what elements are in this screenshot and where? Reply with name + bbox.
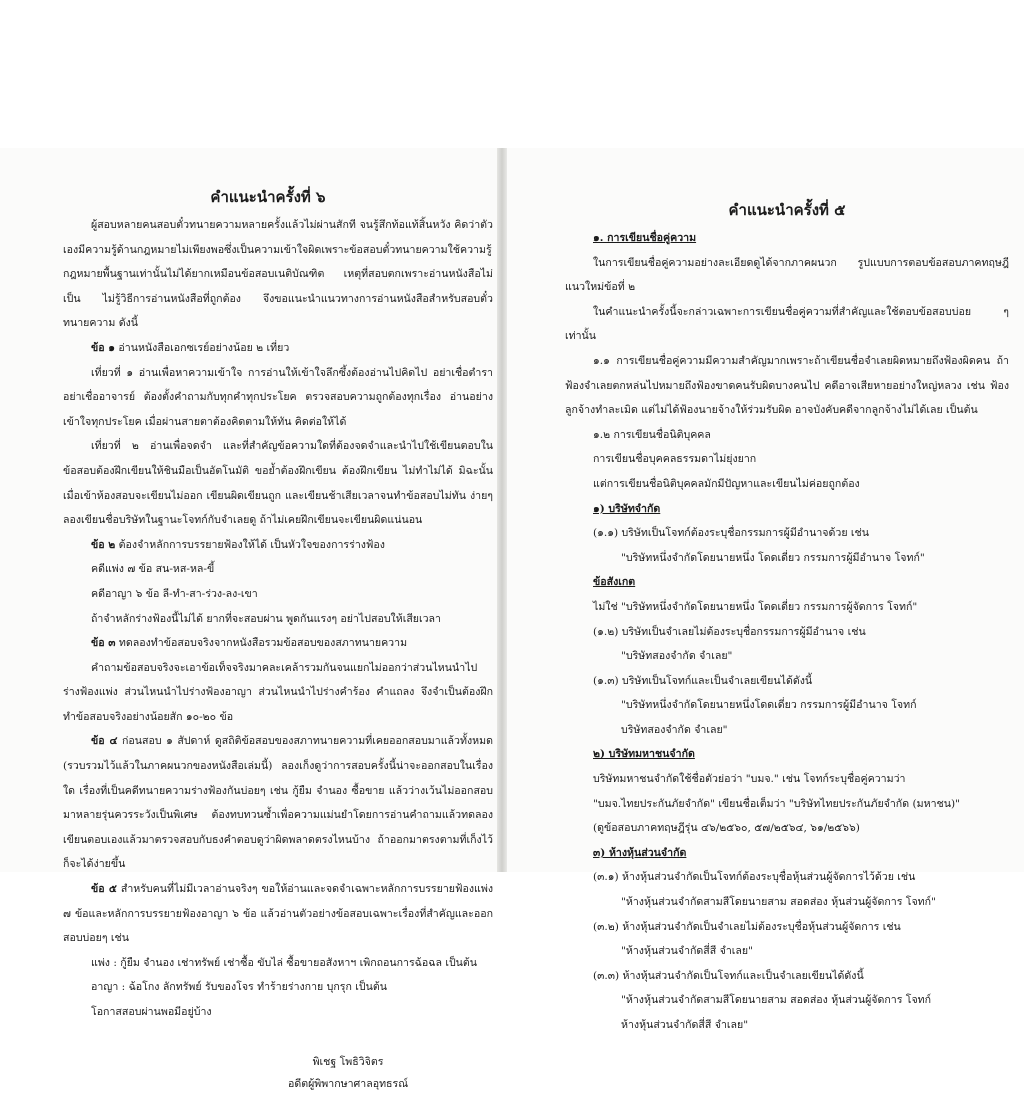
public-company-heading: ๒) บริษัทมหาชนจำกัด xyxy=(593,748,695,761)
company-defendant-rule: (๑.๒) บริษัทเป็นจำเลยไม่ต้องระบุชื่อกรรมการผู้มีอำนาจ เช่น xyxy=(593,625,866,638)
civil-examples: แพ่ง : กู้ยืม จำนอง เช่าทรัพย์ เช่าซื้อ ขับไล่ ซื้อขายอสังหาฯ เพิกถอนการฉ้อฉล เป็นต้น xyxy=(91,956,478,969)
partnership-both-example-2: ห้างหุ้นส่วนจำกัดสี่สี จำเลย" xyxy=(621,1019,749,1031)
tip-5 xyxy=(63,877,493,951)
tip-3-label: ข้อ ๓ xyxy=(91,637,116,650)
section-1-heading: ๑. การเขียนชื่อคู่ความ xyxy=(593,232,697,244)
tip-1-label: ข้อ ๑ xyxy=(91,341,116,354)
right-page xyxy=(507,148,1024,1031)
partnership-heading: ๓) ห้างหุ้นส่วนจำกัด xyxy=(593,846,687,859)
read-second-pass: เที่ยวที่ ๒ อ่านเพื่อจดจำ และที่สำคัญข้อความใดที่ต้องจดจำและนำไปใช้เขียนตอบในข้อสอบต้องฝึกเขียนให้ชินมือเป็นอัตโนมัติ ขอย้ำต้องฝึกเขียน ต้องฝึกเขียน ไม่ทำไม่ได้ มิฉะนั้นเมื่อเข้าห้องสอบจะเขียนไม่ออก เขียนผิดเขียนถูก และเขียนช้าเสียเวลาจนทำข้อสอบไม่ทัน ง่ายๆ ลองเขียนชื่อบริษัทในฐานะโจทก์กับจำเลยดู ถ้าไม่เคยฝึกเขียนจะเขียนผิดแน่นอน xyxy=(63,440,493,527)
right-page-content xyxy=(565,198,1009,1038)
section-1-2-line-b: แต่การเขียนชื่อนิติบุคคลมักมีปัญหาและเขียนไม่ค่อยถูกต้อง xyxy=(593,477,860,490)
warning-line: ถ้าจำหลักร่างฟ้องนี้ไม่ได้ ยากที่จะสอบผ่าน พูดกันแรงๆ อย่าไปสอบให้เสียเวลา xyxy=(91,612,442,625)
company-plaintiff-example: "บริษัทหนึ่งจำกัดโดยนายหนึ่ง โดดเดี่ยว กรรมการผู้มีอำนาจ โจทก์" xyxy=(621,551,925,564)
left-page-content xyxy=(63,185,493,1095)
tip-3-text: ทดลองทำข้อสอบจริงจากหนังสือรวมข้อสอบของสภาทนายความ xyxy=(115,637,408,650)
signature-block xyxy=(63,1051,493,1095)
tip-4-label: ข้อ ๔ xyxy=(91,735,118,748)
tip-1-text: อ่านหนังสือเอกซเรย์อย่างน้อย ๒ เที่ยว xyxy=(115,341,290,354)
public-company-line-b: "บมจ.ไทยประกันภัยจำกัด" เขียนชื่อเต็มว่า "บริษัทไทยประกันภัยจำกัด (มหาชน)" xyxy=(593,797,960,810)
closing-line: โอกาสสอบผ่านพอมีอยู่บ้าง xyxy=(91,1006,212,1018)
left-page xyxy=(0,148,497,1090)
company-both-example-1: "บริษัทหนึ่งจำกัดโดยนายหนึ่งโดดเดี่ยว กรรมการผู้มีอำนาจ โจทก์ xyxy=(621,699,917,712)
partnership-defendant-rule: (๓.๒) ห้างหุ้นส่วนจำกัดเป็นจำเลยไม่ต้องระบุชื่อหุ้นส่วนผู้จัดการ เช่น xyxy=(593,920,901,933)
book-spread xyxy=(0,148,1024,1090)
tip-2-text: ต้องจำหลักการบรรยายฟ้องให้ได้ เป็นหัวใจของการร่างฟ้อง xyxy=(115,538,385,551)
partnership-both-rule: (๓.๓) ห้างหุ้นส่วนจำกัดเป็นโจทก์และเป็นจำเลยเขียนได้ดังนี้ xyxy=(593,969,864,982)
partnership-defendant-example: "ห้างหุ้นส่วนจำกัดสี่สี จำเลย" xyxy=(621,945,753,958)
tip-2 xyxy=(63,533,493,558)
company-defendant-example: "บริษัทสองจำกัด จำเลย" xyxy=(621,650,733,663)
author-name: พิเชฐ โพธิวิจิตร xyxy=(312,1055,384,1068)
read-first-pass: เที่ยวที่ ๑ อ่านเพื่อหาความเข้าใจ การอ่านให้เข้าใจลึกซึ้งต้องอ่านไปคิดไป อย่าเชื่อตำรา อย่าเชื่ออาจารย์ ต้องตั้งคำถามกับทุกคำทุกประโยค ตรวจสอบความถูกต้องทุกเรื่อง อ่านอย่างเข้าใจทุกประโยค เมื่อผ่านสายตาต้องคิดตามให้ทัน คิดต่อให้ได้ xyxy=(63,366,493,428)
partnership-both-example-1: "ห้างหุ้นส่วนจำกัดสามสีโดยนายสาม สอดส่อง หุ้นส่วนผู้จัดการ โจทก์ xyxy=(621,994,932,1007)
note-heading: ข้อสังเกต xyxy=(593,576,636,589)
section-1-1: ๑.๑ การเขียนชื่อคู่ความมีความสำคัญมากเพราะถ้าเขียนชื่อจำเลยผิดหมายถึงฟ้องผิดคน ถ้าฟ้องจำเลยตกหล่นไปหมายถึงฟ้องขาดคนรับผิดบางคนไป คดีอาจเสียหายอย่างใหญ่หลวง เช่น ฟ้องลูกจ้างทำละเมิด แต่ไม่ได้ฟ้องนายจ้างให้ร่วมรับผิด อาจบังคับคดีจากลูกจ้างไม่ได้เลย เป็นต้น xyxy=(565,354,1009,417)
tip-5-label: ข้อ ๕ xyxy=(91,883,117,896)
civil-mnemonic: คดีแพ่ง ๗ ข้อ สน-หส-หล-ขี้ xyxy=(91,563,215,576)
partnership-plaintiff-rule: (๓.๑) ห้างหุ้นส่วนจำกัดเป็นโจทก์ต้องระบุชื่อหุ้นส่วนผู้จัดการไว้ด้วย เช่น xyxy=(593,871,916,884)
tip-2-label: ข้อ ๒ xyxy=(91,538,116,551)
public-company-line-a: บริษัทมหาชนจำกัดใช้ชื่อตัวย่อว่า "บมจ." เช่น โจทก์ระบุชื่อคู่ความว่า xyxy=(593,773,906,786)
tip-4-text: ก่อนสอบ ๑ สัปดาห์ ดูสถิติข้อสอบของสภาทนายความที่เคยออกสอบมาแล้วทั้งหมด (รวบรวมไว้แล้วในภาคผนวกของหนังสือเล่มนี้) ลองเก็งดูว่าการสอบครั้งนี้น่าจะออกสอบในเรื่องใด เรื่องที่เป็นคดีทนายความร่างฟ้องกันบ่อยๆ เช่น กู้ยืม จำนอง ซื้อขาย แล้วว่างเว้นไม่ออกสอบมาหลายรุ่นควรระวังเป็นพิเศษ ต้องทบทวนซ้ำเพื่อความแม่นยำโดยการอ่านคำถามแล้วทดลองเขียนตอบเองแล้วมาตรวจสอบกับธงคำตอบดูว่าผิดพลาดตรงไหนบ้าง ถ้าออกมาตรงตามที่เก็งไว้ก็จะได้ง่ายขึ้น xyxy=(63,735,494,871)
intro-paragraph: ผู้สอบหลายคนสอบตั๋วทนายความหลายครั้งแล้วไม่ผ่านสักที จนรู้สึกท้อแท้สิ้นหวัง คิดว่าตัวเองมีความรู้ด้านกฎหมายไม่เพียงพอซึ่งเป็นความเข้าใจผิดเพราะข้อสอบตั๋วทนายความใช้ความรู้กฎหมายพื้นฐานเท่านั้นไม่ได้ยากเหมือนข้อสอบเนติบัณฑิต เหตุที่สอบตกเพราะอ่านหนังสือไม่เป็น ไม่รู้วิธีการอ่านหนังสือที่ถูกต้อง จึงขอแนะนำแนวทางการอ่านหนังสือสำหรับสอบตั๋วทนายความ ดังนี้ xyxy=(63,219,493,330)
partnership-plaintiff-example: "ห้างหุ้นส่วนจำกัดสามสีโดยนายสาม สอดส่อง หุ้นส่วนผู้จัดการ โจทก์" xyxy=(621,896,936,909)
tip-5-text: สำหรับคนที่ไม่มีเวลาอ่านจริงๆ ขอให้อ่านและจดจำเฉพาะหลักการบรรยายฟ้องแพ่ง ๗ ข้อและหลักการบรรยายฟ้องอาญา ๖ ข้อ แล้วอ่านตัวอย่างข้อสอบเฉพาะเรื่องที่สำคัญและออกสอบบ่อยๆ เช่น xyxy=(63,883,494,945)
public-company-reference: (ดูข้อสอบภาคทฤษฎีรุ่น ๔๖/๒๕๖๐, ๕๗/๒๕๖๔, ๖๑/๒๕๖๖) xyxy=(593,822,860,835)
company-plaintiff-rule: (๑.๑) บริษัทเป็นโจทก์ต้องระบุชื่อกรรมการผู้มีอำนาจด้วย เช่น xyxy=(593,527,869,540)
tip-4 xyxy=(63,729,493,877)
book-gutter xyxy=(497,148,507,872)
section-1-2-heading: ๑.๒ การเขียนชื่อนิติบุคคล xyxy=(593,428,711,441)
section-1-2-line-a: การเขียนชื่อบุคคลธรรมดาไม่ยุ่งยาก xyxy=(593,453,757,466)
note-text: ไม่ใช่ "บริษัทหนึ่งจำกัดโดยนายหนึ่ง โดดเดี่ยว กรรมการผู้จัดการ โจทก์" xyxy=(593,600,918,613)
section-1-para-1: ในการเขียนชื่อคู่ความอย่างละเอียดดูได้จากภาคผนวก รูปแบบการตอบข้อสอบภาคทฤษฎี แนวใหม่ข้อที่ ๒ xyxy=(565,256,1009,294)
real-exam-paragraph: คำถามข้อสอบจริงจะเอาข้อเท็จจริงมาคละเคล้ารวมกันจนแยกไม่ออกว่าส่วนไหนนำไปร่างฟ้องแพ่ง ส่วนไหนนำไปร่างฟ้องอาญา ส่วนไหนนำไปร่างคำร้อง คำแถลง จึงจำเป็นต้องฝึกทำข้อสอบจริงอย่างน้อยสัก ๑๐-๒๐ ข้อ xyxy=(63,661,493,723)
author-title: อดีตผู้พิพากษาศาลอุทธรณ์ xyxy=(287,1077,409,1090)
tip-1 xyxy=(63,336,493,361)
tip-3 xyxy=(63,631,493,656)
section-1-para-2: ในคำแนะนำครั้งนี้จะกล่าวเฉพาะการเขียนชื่อคู่ความที่สำคัญและใช้ตอบข้อสอบบ่อย ๆ เท่านั้น xyxy=(565,305,1009,343)
right-page-title: คำแนะนำครั้งที่ ๕ xyxy=(728,201,846,219)
left-page-title: คำแนะนำครั้งที่ ๖ xyxy=(210,188,326,206)
company-both-example-2: บริษัทสองจำกัด จำเลย" xyxy=(621,723,728,736)
company-heading: ๑) บริษัทจำกัด xyxy=(593,502,661,515)
company-both-rule: (๑.๓) บริษัทเป็นโจทก์และเป็นจำเลยเขียนได้ดังนี้ xyxy=(593,674,813,687)
criminal-examples: อาญา : ฉ้อโกง ลักทรัพย์ รับของโจร ทำร้ายร่างกาย บุกรุก เป็นต้น xyxy=(91,981,387,994)
criminal-mnemonic: คดีอาญา ๖ ข้อ ลี-ทำ-สา-ร่วง-ลง-เขา xyxy=(91,587,258,600)
